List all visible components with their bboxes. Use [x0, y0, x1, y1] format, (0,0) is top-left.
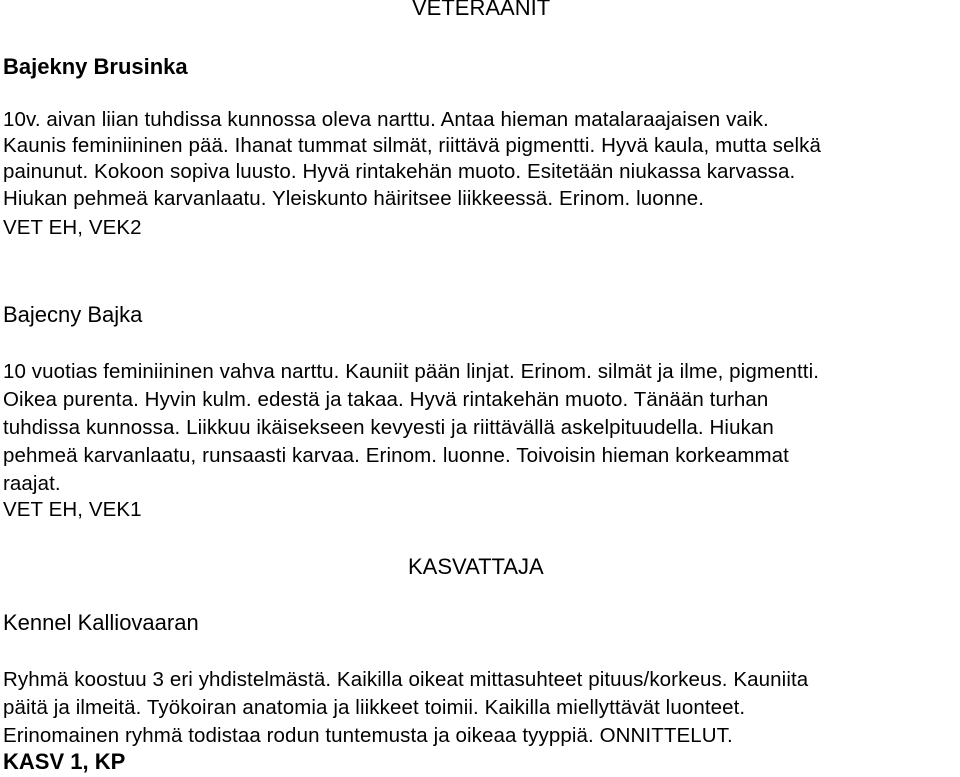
- critique-line: pehmeä karvanlaatu, runsaasti karvaa. Erinom. luonne. Toivoisin hieman korkeammat: [3, 444, 789, 467]
- section-heading-veteraanit: VETERAANIT: [412, 0, 551, 20]
- dog-name-2: Bajecny Bajka: [3, 302, 143, 327]
- dog-result-2: VET EH, VEK1: [3, 498, 142, 521]
- kennel-name: Kennel Kalliovaaran: [3, 610, 199, 635]
- dog-result-1: VET EH, VEK2: [3, 216, 142, 239]
- kennel-result: KASV 1, KP: [3, 749, 126, 774]
- dog-name-1: Bajekny Brusinka: [3, 54, 188, 79]
- critique-line: Erinomainen ryhmä todistaa rodun tuntemusta ja oikeaa tyyppiä. ONNITTELUT.: [3, 724, 733, 747]
- critique-line: tuhdissa kunnossa. Liikkuu ikäisekseen kevyesti ja riittävällä askelpituudella. Hiukan: [3, 416, 774, 439]
- critique-line: Kaunis feminiininen pää. Ihanat tummat silmät, riittävä pigmentti. Hyvä kaula, mutta selkä: [3, 134, 821, 157]
- critique-line: 10 vuotias feminiininen vahva narttu. Kauniit pään linjat. Erinom. silmät ja ilme, pigmentti.: [3, 360, 820, 383]
- critique-line: Hiukan pehmeä karvanlaatu. Yleiskunto häiritsee liikkeessä. Erinom. luonne.: [3, 187, 705, 210]
- critique-line: Oikea purenta. Hyvin kulm. edestä ja takaa. Hyvä rintakehän muoto. Tänään turhan: [3, 388, 769, 411]
- critique-line: painunut. Kokoon sopiva luusto. Hyvä rintakehän muoto. Esitetään niukassa karvassa.: [3, 160, 796, 183]
- critique-line: raajat.: [3, 472, 61, 495]
- section-heading-kasvattaja: KASVATTAJA: [408, 554, 544, 579]
- critique-line: Ryhmä koostuu 3 eri yhdistelmästä. Kaikilla oikeat mittasuhteet pituus/korkeus. Kauniita: [3, 668, 809, 691]
- critique-line: päitä ja ilmeitä. Työkoiran anatomia ja liikkeet toimii. Kaikilla miellyttävät luonteet.: [3, 696, 746, 719]
- critique-line: 10v. aivan liian tuhdissa kunnossa oleva narttu. Antaa hieman matalaraajaisen vaik.: [3, 108, 769, 131]
